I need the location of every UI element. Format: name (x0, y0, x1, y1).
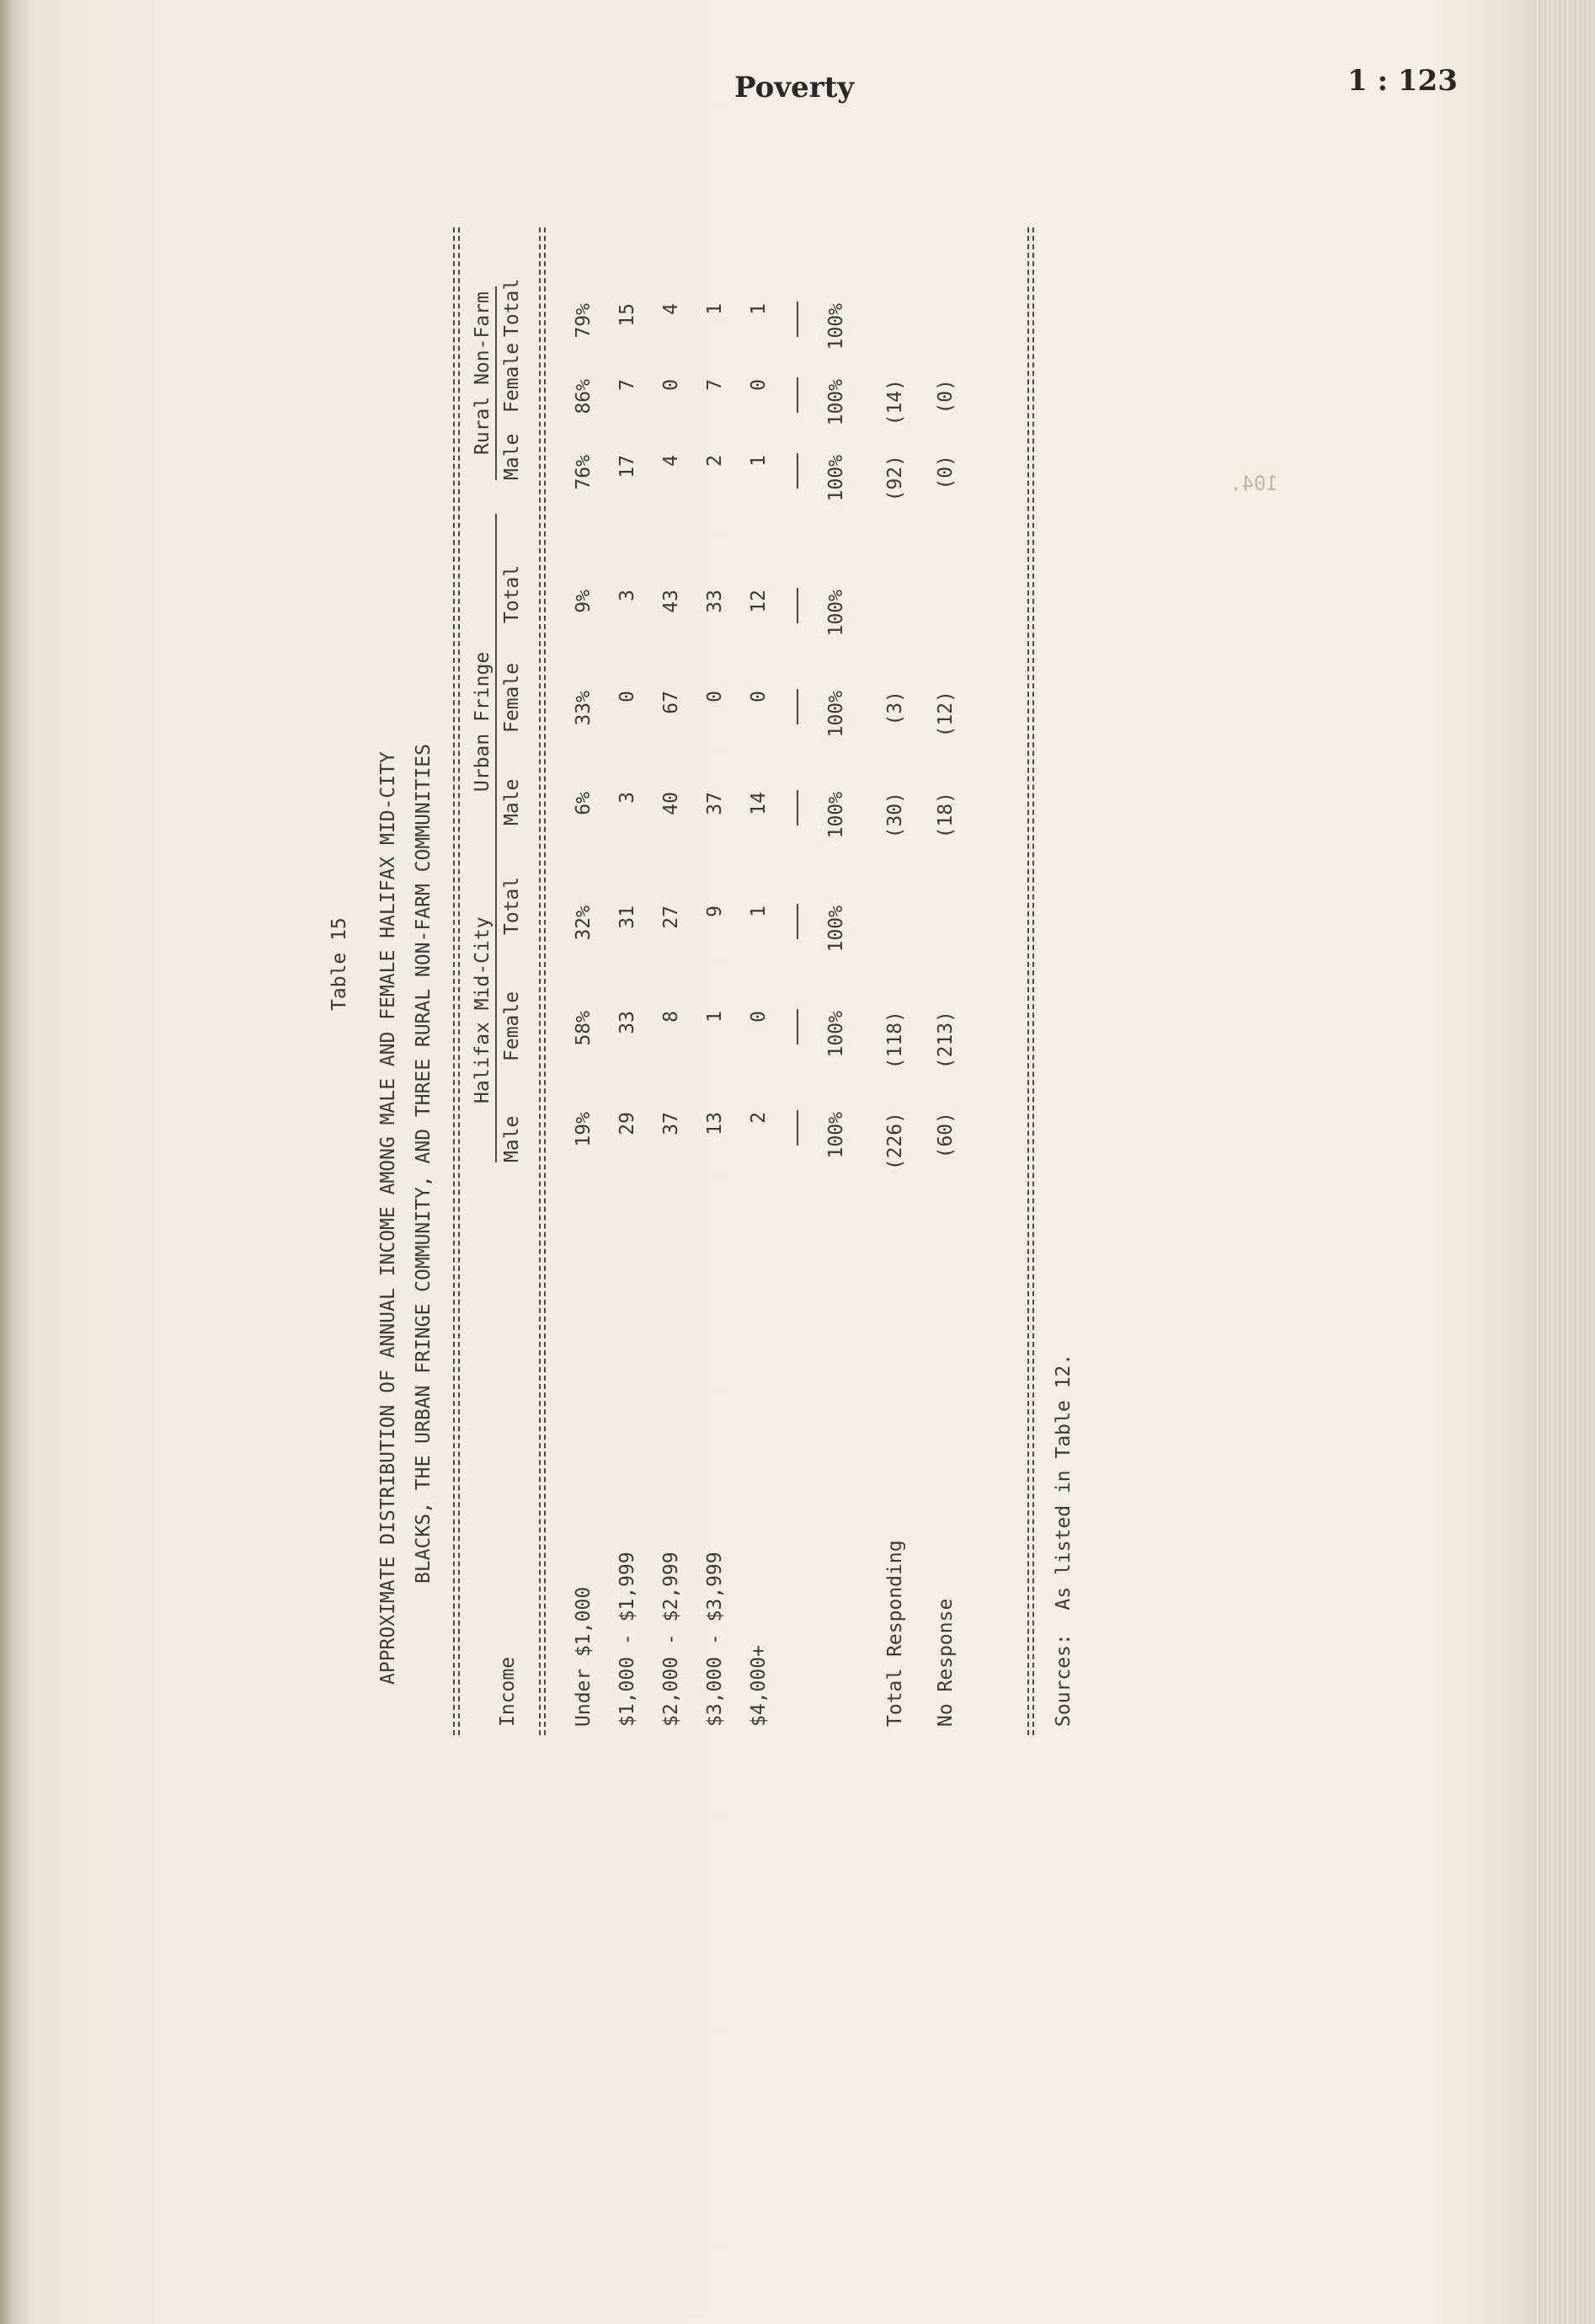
table-row-1-cell: 17 (616, 455, 638, 478)
table-row-0-cell: 9% (573, 590, 595, 613)
table-row-1-cell: 3 (616, 590, 638, 601)
table-row-3-label: $3,000 - $3,999 (704, 1552, 726, 1727)
sum-line (797, 453, 798, 489)
sub-female-3: Female (501, 342, 523, 413)
table-row-4-cell: 0 (748, 1011, 770, 1023)
total-responding-row-cell: (226) (884, 1112, 906, 1171)
total-percent-cell: 100% (825, 1011, 847, 1058)
no-response-row-cell: (0) (935, 379, 957, 414)
table-row-2-cell: 0 (660, 379, 682, 391)
table-row-1-cell: 15 (616, 303, 638, 327)
table-row-3-cell: 1 (704, 303, 726, 315)
table-title-line-2: BLACKS, THE URBAN FRINGE COMMUNITY, AND THREE RURAL NON-FARM COMMUNITIES (413, 744, 435, 1584)
total-percent-cell: 100% (825, 792, 847, 839)
table-row-1-label: $1,000 - $1,999 (616, 1552, 638, 1727)
table-row-0-label: Under $1,000 (573, 1586, 595, 1727)
table-row-3-cell: 37 (704, 792, 726, 815)
table-row-4-cell: 1 (748, 455, 770, 467)
table-row-4-cell: 1 (748, 303, 770, 315)
sum-line (797, 588, 798, 623)
table-row-0-cell: 79% (573, 303, 595, 339)
page-edge (1536, 0, 1595, 2324)
table-row-1-cell: 29 (616, 1112, 638, 1135)
sum-line (797, 790, 798, 825)
no-response-row-cell: (18) (935, 792, 957, 839)
sum-line (797, 302, 798, 337)
total-percent-cell: 100% (825, 691, 847, 738)
no-response-row-label: No Response (935, 1598, 957, 1727)
table-row-2-cell: 8 (660, 1011, 682, 1023)
table-row-3-cell: 2 (704, 455, 726, 467)
table-row-4-cell: 2 (748, 1112, 770, 1124)
table-row-4-cell: 1 (748, 906, 770, 917)
table-row-4-cell: 14 (748, 792, 770, 815)
table-row-0-cell: 33% (573, 691, 595, 726)
sub-female-2: Female (501, 662, 523, 733)
group-halifax-underline (495, 825, 497, 1162)
table-row-4-cell: 12 (748, 590, 770, 613)
row-header-income: Income (497, 1656, 519, 1727)
bleed-through-margin (1230, 472, 1278, 495)
group-urban-fringe-underline (495, 514, 497, 825)
table-row-3-cell: 7 (704, 379, 726, 391)
table-row-2-cell: 4 (660, 303, 682, 315)
table-row-3-cell: 13 (704, 1112, 726, 1135)
table-row-0-cell: 86% (573, 379, 595, 414)
sum-line (797, 1110, 798, 1146)
table-row-2-cell: 37 (660, 1112, 682, 1135)
table-row-4-label: $4,000+ (748, 1645, 770, 1727)
page-number: 1 : 123 (1347, 64, 1458, 98)
bleed-through-page-number: 104. (1230, 472, 1278, 495)
table-row-4-cell: 0 (748, 691, 770, 703)
table-row-2-cell: 40 (660, 792, 682, 815)
table-row-3-cell: 0 (704, 691, 726, 703)
total-percent-cell: 100% (825, 379, 847, 426)
table-row-3-cell: 33 (704, 590, 726, 613)
table-row-1-cell: 31 (616, 906, 638, 929)
table-row-0-cell: 58% (573, 1011, 595, 1046)
table-row-2-cell: 43 (660, 590, 682, 613)
table-row-1-cell: 7 (616, 379, 638, 391)
table-row-2-cell: 67 (660, 691, 682, 714)
sub-female-1: Female (501, 991, 523, 1061)
table-row-0-cell: 76% (573, 455, 595, 490)
bottom-rule (1027, 227, 1029, 1735)
table-row-1-cell: 3 (616, 792, 638, 804)
table-row-2-cell: 27 (660, 906, 682, 929)
table-number: Table 15 (328, 917, 350, 1011)
sum-line (797, 904, 798, 939)
sum-line (797, 377, 798, 413)
sources-note: Sources: As listed in Table 12. (1053, 1353, 1075, 1727)
table-row-2-label: $2,000 - $2,999 (660, 1552, 682, 1727)
no-response-row-cell: (213) (935, 1011, 957, 1070)
sum-line (797, 689, 798, 724)
sub-total-1: Total (501, 876, 523, 935)
table-title-line-1: APPROXIMATE DISTRIBUTION OF ANNUAL INCOME AMONG MALE AND FEMALE HALIFAX MID-CITY (377, 751, 399, 1685)
top-rule (453, 227, 455, 1735)
header-rule (539, 227, 541, 1735)
table-row-2-cell: 4 (660, 455, 682, 467)
total-percent-cell: 100% (825, 303, 847, 350)
total-responding-row-cell: (92) (884, 455, 906, 502)
total-percent-cell: 100% (825, 455, 847, 502)
no-response-row-cell: (60) (935, 1112, 957, 1159)
total-responding-row-cell: (14) (884, 379, 906, 426)
bottom-rule-2 (1032, 227, 1034, 1735)
total-responding-row-cell: (30) (884, 792, 906, 839)
running-title: Poverty (734, 71, 855, 104)
table-row-1-cell: 0 (616, 691, 638, 703)
total-responding-row-cell: (3) (884, 691, 906, 726)
table-row-0-cell: 6% (573, 792, 595, 815)
total-percent-cell: 100% (825, 1112, 847, 1159)
sub-total-3: Total (501, 278, 523, 337)
no-response-row-cell: (0) (935, 455, 957, 490)
group-urban-fringe: Urban Fringe (472, 651, 493, 792)
table-row-3-cell: 9 (704, 906, 726, 917)
rotated-table (328, 152, 1179, 1735)
sum-line (797, 1009, 798, 1044)
total-percent-cell: 100% (825, 590, 847, 637)
total-responding-row-label: Total Responding (884, 1540, 906, 1727)
header-rule-2 (544, 227, 546, 1735)
table-row-4-cell: 0 (748, 379, 770, 391)
top-rule-2 (458, 227, 460, 1735)
table-row-0-cell: 32% (573, 906, 595, 941)
sub-male-1: Male (501, 1115, 523, 1162)
table-row-3-cell: 1 (704, 1011, 726, 1023)
no-response-row-cell: (12) (935, 691, 957, 738)
table-row-0-cell: 19% (573, 1112, 595, 1147)
sub-total-2: Total (501, 564, 523, 623)
sub-male-2: Male (501, 778, 523, 825)
table-row-1-cell: 33 (616, 1011, 638, 1034)
group-rural-non-farm: Rural Non-Farm (472, 291, 493, 455)
total-responding-row-cell: (118) (884, 1011, 906, 1070)
total-percent-cell: 100% (825, 906, 847, 953)
running-header (0, 61, 1595, 111)
sub-male-3: Male (501, 433, 523, 480)
group-rural-non-farm-underline (495, 286, 497, 480)
group-halifax: Halifax Mid-City (472, 916, 493, 1103)
